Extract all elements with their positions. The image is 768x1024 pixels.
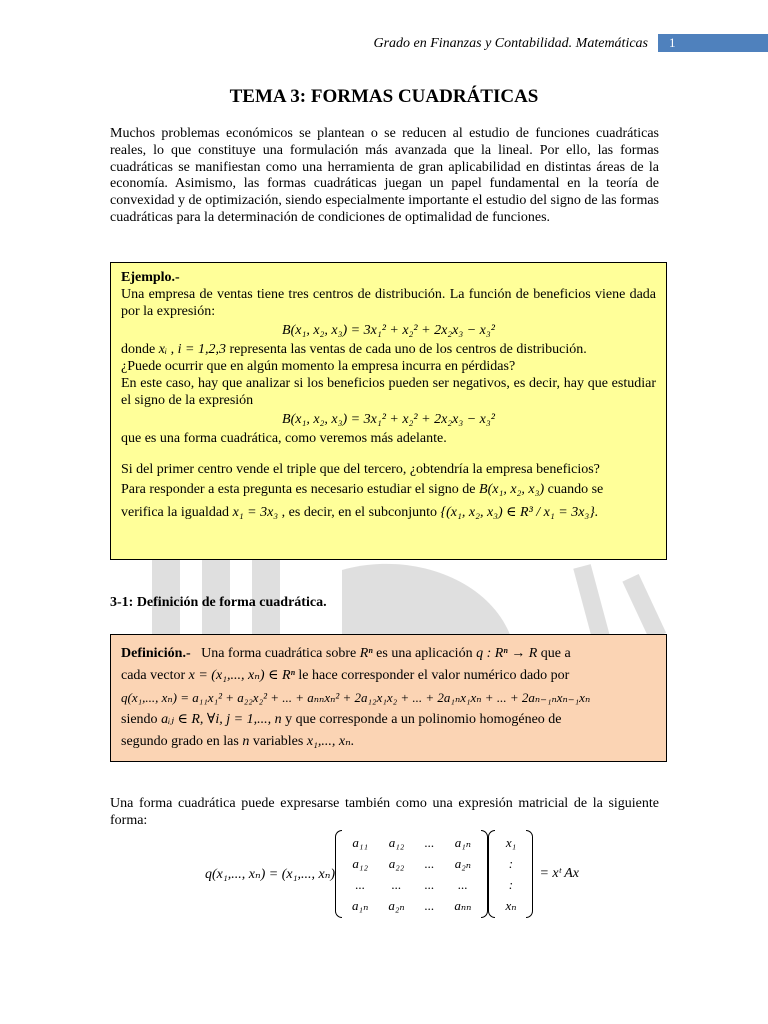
vector-cell: xₙ (505, 897, 517, 913)
matrix-cell: ... (355, 876, 366, 892)
matrix-row (342, 874, 481, 895)
matrix-cell: ... (391, 876, 402, 892)
inline-math: x = (x₁,..., xₙ) ∈ Rⁿ (188, 668, 295, 683)
inline-math: x₁,..., xₙ. (306, 734, 355, 749)
inline-math: Rⁿ (359, 646, 373, 661)
matrix-cell: ... (424, 876, 435, 892)
matrix-lhs: q(x₁,..., xₙ) = (x₁,..., xₙ) (205, 866, 336, 882)
definition-text: que a (540, 646, 571, 661)
vector-cell: x₁ (505, 834, 517, 850)
example-question: Si del primer centro vende el triple que del tercero, ¿obtendría la empresa beneficios? (121, 462, 600, 477)
example-text: , es decir, en el subconjunto (281, 505, 438, 520)
document-title: TEMA 3: FORMAS CUADRÁTICAS (229, 86, 539, 107)
quadratic-form-formula: q(x₁,..., xₙ) = a₁₁x₁² + a₂₂x₂² + ... + aₙₙxₙ² + 2a₁₂x₁x₂ + ... + 2a₁ₙx₁xₙ + ... + 2aₙ₋₁ₙxₙ₋₁xₙ (121, 690, 591, 705)
example-text: que es una forma cuadrática, como veremos más adelante. (121, 431, 447, 446)
page-header (0, 34, 768, 54)
example-heading: Ejemplo.- (121, 270, 180, 285)
coefficient-matrix (335, 830, 488, 918)
definition-text: y que corresponde a un polinomio homogéneo de (285, 712, 562, 727)
matrix-cell: a₁₂ (388, 834, 405, 850)
matrix-cell: ... (424, 834, 435, 850)
example-text: verifica la igualdad (121, 505, 230, 520)
inline-math: xᵢ , i = 1,2,3 (158, 342, 226, 357)
definition-heading: Definición.- (121, 646, 191, 661)
intro-paragraph: Muchos problemas económicos se plantean o se reducen al estudio de funciones cuadráticas reales, lo que constituye una formulación más avanzada que la lineal. Por ello, las formas cuadráticas se manifiestan como una herramienta de gran aplicabilidad en distintas áreas de la economía. Asimismo, las formas cuadráticas juegan un papel fundamental en la teoría de convexidad y de optimización, siendo especialmente importante el estudio del signo de las formas cuadráticas para la determinación de condiciones de optimalidad de funciones. (110, 126, 659, 225)
inline-math: n (242, 734, 250, 749)
definition-text: segundo grado en las (121, 734, 239, 749)
matrix-cell: ... (458, 876, 468, 892)
definition-text: es una aplicación (376, 646, 473, 661)
benefit-equation: B(x₁, x₂, x₃) = 3x₁² + x₂² + 2x₂x₃ − x₃² (282, 412, 495, 427)
matrix-cell: ... (424, 897, 435, 913)
matrix-cell: a₁ₙ (454, 834, 472, 850)
matrix-cell: aₙₙ (454, 897, 472, 913)
example-text: representa las ventas de cada uno de los centros de distribución. (229, 342, 587, 357)
definition-text: cada vector (121, 668, 186, 683)
inline-math: {(x₁, x₂, x₃) ∈ R³ / x₁ = 3x₃}. (440, 505, 599, 520)
vector-cell: : (508, 876, 514, 892)
matrix-cell: a₁₂ (352, 855, 368, 871)
matrix-intro-paragraph: Una forma cuadrática puede expresarse también como una expresión matricial de la siguiente forma: (110, 796, 659, 828)
definition-text: siendo (121, 712, 158, 727)
page-number-badge: 1 (658, 34, 768, 52)
definition-box (110, 634, 667, 762)
section-heading: 3-1: Definición de forma cuadrática. (110, 595, 327, 610)
example-text: cuando se (547, 482, 604, 497)
matrix-cell: a₁ₙ (352, 897, 369, 913)
matrix-rhs: = xᵗ Ax (539, 866, 580, 881)
inline-math: x₁ = 3x₃ (232, 505, 279, 520)
benefit-equation: B(x₁, x₂, x₃) = 3x₁² + x₂² + 2x₂x₃ − x₃² (282, 323, 495, 338)
inline-math: q : Rⁿ → R (476, 646, 538, 661)
matrix-row (342, 853, 481, 874)
example-text: donde (121, 342, 156, 357)
definition-text: le hace corresponder el valor numérico dado por (298, 668, 570, 683)
example-text: Para responder a esta pregunta es necesario estudiar el signo de (121, 482, 476, 497)
matrix-cell: a₂₂ (388, 855, 405, 871)
matrix-row (342, 832, 481, 853)
example-text: En este caso, hay que analizar si los beneficios pueden ser negativos, es decir, hay que estudiar el signo de la expresión (121, 376, 656, 408)
variable-vector (488, 830, 533, 918)
example-question: ¿Puede ocurrir que en algún momento la empresa incurra en pérdidas? (121, 359, 516, 374)
inline-math: B(x₁, x₂, x₃) (479, 482, 545, 497)
matrix-row (342, 895, 481, 916)
vector-cell: : (508, 855, 514, 871)
matrix-cell: a₂ₙ (388, 897, 405, 913)
definition-text: Una forma cuadrática sobre (201, 646, 357, 661)
example-box (110, 262, 667, 560)
definition-text: variables (252, 734, 304, 749)
header-title: Grado en Finanzas y Contabilidad. Matemáticas (373, 36, 648, 51)
matrix-cell: a₁₁ (352, 834, 368, 850)
matrix-expression (205, 830, 579, 918)
matrix-cell: ... (424, 855, 435, 871)
inline-math: aᵢⱼ ∈ R, ∀i, j = 1,..., n (161, 712, 282, 727)
example-text: Una empresa de ventas tiene tres centros de distribución. La función de beneficios viene dada por la expresión: (121, 287, 656, 319)
matrix-cell: a₂ₙ (454, 855, 472, 871)
